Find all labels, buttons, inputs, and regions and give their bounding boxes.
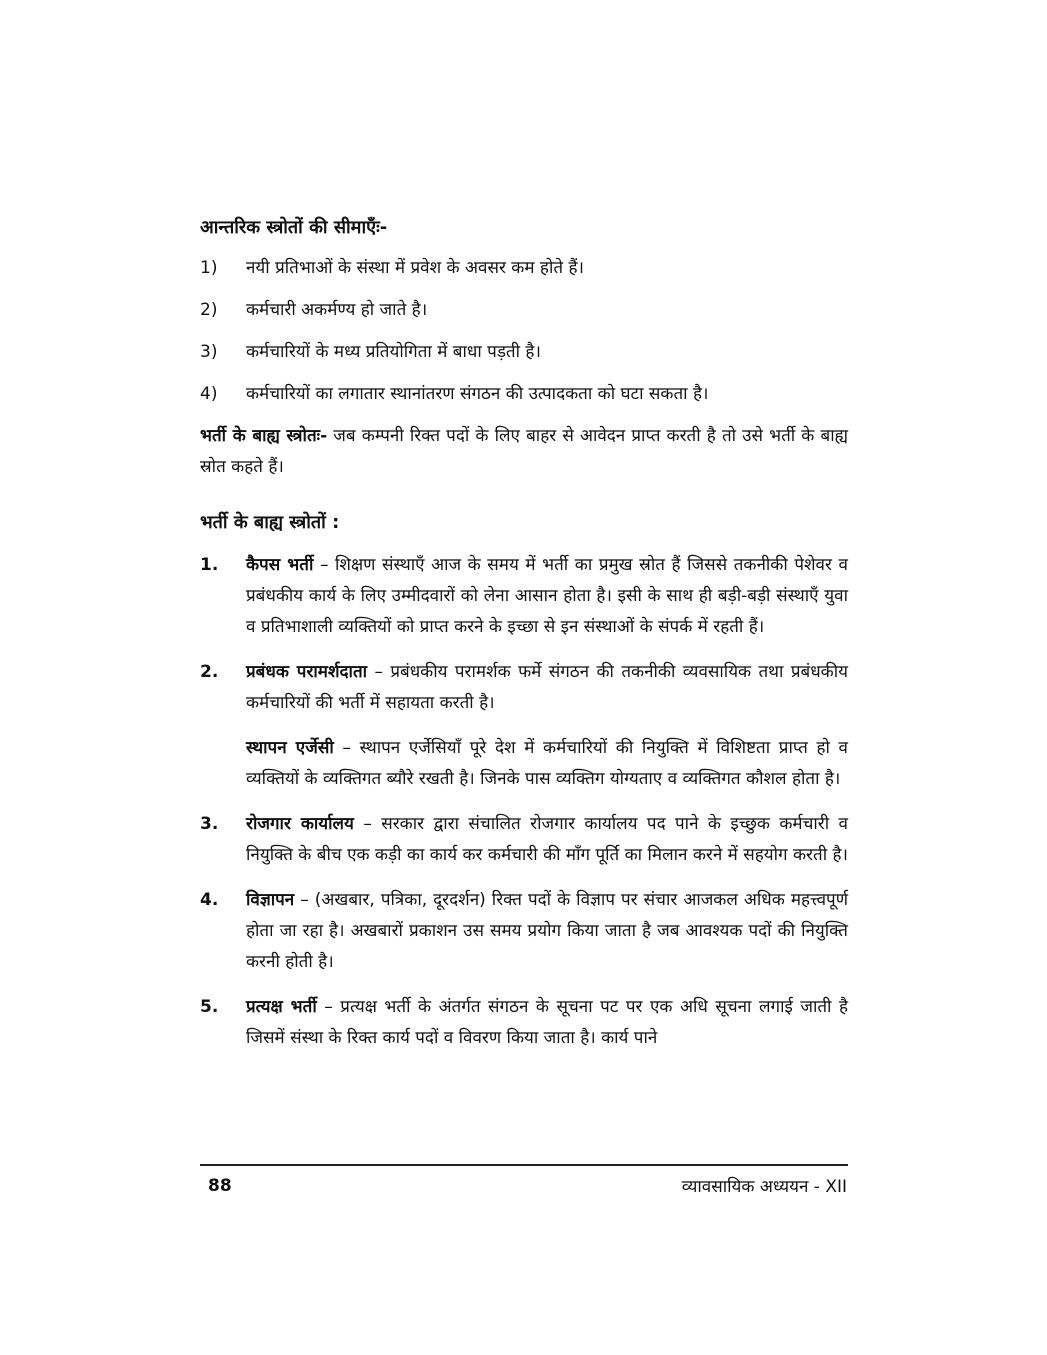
list-item xyxy=(200,885,848,978)
list-item xyxy=(200,657,848,719)
internal-limits-heading: आन्तरिक स्त्रोतों की सीमाएँः- xyxy=(200,217,388,238)
list-item-text: नयी प्रतिभाओं के संस्था में प्रवेश के अवसर कम होते हैं। xyxy=(246,258,584,278)
external-definition-text: जब कम्पनी रिक्त पदों के लिए बाहर से आवेदन प्राप्त करती है तो उसे भर्ती के बाह्य स्रोत कहते हैं। xyxy=(200,426,848,477)
list-item-term: विज्ञापन xyxy=(246,890,295,910)
list-item-number: 2) xyxy=(200,300,218,320)
list-item-text: – (अखबार, पत्रिका, दूरदर्शन) रिक्त पदों के विज्ञाप पर संचार आजकल अधिक महत्त्वपूर्ण होता जा रहा है। अखबारों प्रकाशन उस समय प्रयोग किया जाता है जब आवश्यक पदों की नियुक्ति करनी होती है। xyxy=(246,890,848,972)
external-definition-term: भर्ती के बाह्य स्त्रोतः- xyxy=(200,426,328,446)
list-item-term: प्रत्यक्ष भर्ती xyxy=(246,997,317,1017)
internal-limits-list xyxy=(200,253,848,410)
list-item-text: – प्रत्यक्ष भर्ती के अंतर्गत संगठन के सूचना पट पर एक अधि सूचना लगाई जाती है जिसमें संस्था के रिक्त कार्य पदों व विवरण किया जाता है। कार्य पाने xyxy=(246,997,848,1048)
external-sources-list xyxy=(200,550,848,1054)
list-item-text: – शिक्षण संस्थाएँ आज के समय में भर्ती का प्रमुख स्रोत हैं जिससे तकनीकी पेशेवर व प्रबंधकीय कार्य के लिए उम्मीदवारों को लेना आसान होता है। इसी के साथ ही बड़ी-बड़ी संस्थाएँ युवा व प्रतिभाशाली व्यक्तियों को प्राप्त करने के इच्छा से इन संस्थाओं के संपर्क में रहती हैं। xyxy=(246,555,848,637)
list-item xyxy=(200,550,848,643)
list-item xyxy=(200,337,848,368)
list-item-term: प्रबंधक परामर्शदाता xyxy=(246,662,368,682)
list-item xyxy=(200,809,848,871)
list-item-body xyxy=(246,657,848,719)
list-item-text: कर्मचारियों का लगातार स्थानांतरण संगठन की उत्पादकता को घटा सकता है। xyxy=(246,384,709,404)
page-number: 88 xyxy=(208,1176,232,1196)
list-item-body xyxy=(246,992,848,1054)
list-item xyxy=(200,992,848,1054)
list-item xyxy=(200,253,848,284)
external-definition-paragraph xyxy=(200,421,848,483)
list-item-number: 5. xyxy=(200,997,219,1017)
list-item xyxy=(200,295,848,326)
list-item xyxy=(200,379,848,410)
external-sources-heading: भर्ती के बाह्य स्त्रोतों : xyxy=(200,512,340,533)
list-item-body xyxy=(246,885,848,978)
list-item-number: 1. xyxy=(200,555,219,575)
page-content xyxy=(200,212,848,1068)
list-item-body xyxy=(246,809,848,871)
book-title: व्यावसायिक अध्ययन - XII xyxy=(681,1177,847,1197)
list-item-term: कैपस भर्ती xyxy=(246,555,314,575)
placement-agency-term: स्थापन एर्जेसी xyxy=(246,738,334,758)
list-item-body xyxy=(246,550,848,643)
list-item-number: 3) xyxy=(200,342,218,362)
footer-divider xyxy=(200,1164,848,1166)
list-item-number: 2. xyxy=(200,662,219,682)
list-item-text: कर्मचारियों के मध्य प्रतियोगिता में बाधा पड़ती है। xyxy=(246,342,541,362)
list-item-term: रोजगार कार्यालय xyxy=(246,814,354,834)
list-item-number: 4. xyxy=(200,890,219,910)
list-item-number: 1) xyxy=(200,258,218,278)
placement-agency-text: – स्थापन एर्जेसियाँ पूरे देश में कर्मचारियों की नियुक्ति में विशिष्टता प्राप्त हो व व्यक्तियों के व्यक्तिगत ब्यौरे रखती है। जिनके पास व्यक्तिग योग्यताए व व्यक्तिगत कौशल होता है। xyxy=(246,738,849,789)
placement-agency-paragraph xyxy=(246,733,848,795)
list-item-text: कर्मचारी अकर्मण्य हो जाते है। xyxy=(246,300,428,320)
list-item-text: – सरकार द्वारा संचालित रोजगार कार्यालय पद पाने के इच्छुक कर्मचारी व नियुक्ति के बीच एक कड़ी का कार्य कर कर्मचारी की माँग पूर्ति का मिलान करने में सहयोग करती है। xyxy=(246,814,848,865)
list-item-number: 3. xyxy=(200,814,219,834)
list-item-number: 4) xyxy=(200,384,218,404)
list-item-text: – प्रबंधकीय परामर्शक फर्मे संगठन की तकनीकी व्यवसायिक तथा प्रबंधकीय कर्मचारियों की भर्ती में सहायता करती है। xyxy=(246,662,848,713)
